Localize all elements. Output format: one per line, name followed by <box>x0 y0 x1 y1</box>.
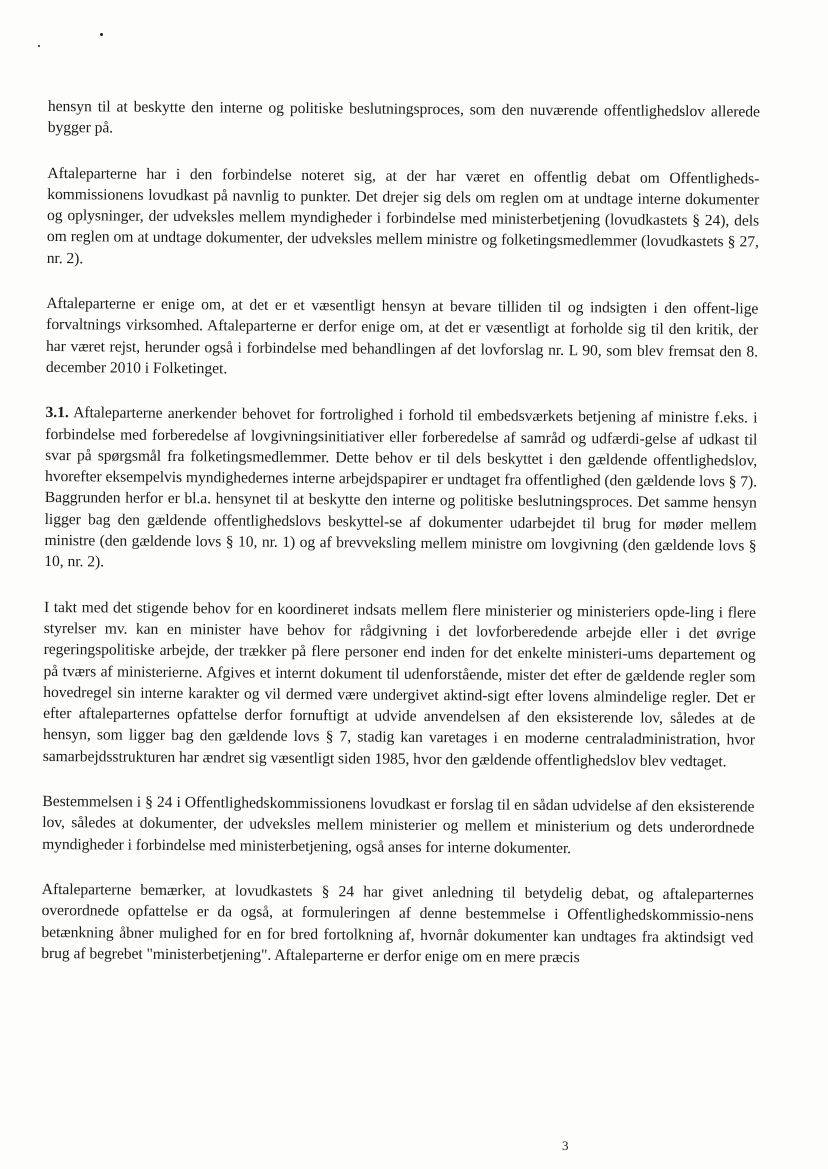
paragraph: Bestemmelsen i § 24 i Offentlighedskommissionens lovudkast er forslag til en sådan udvidelse af den eksisterende lov, således at dokumenter, der udveksles mellem ministerier og mellem et ministerium og dets underordnede myndigheder i forbindelse med ministerbetjening, også anses for interne dokumenter. <box>42 792 755 857</box>
paragraph: Aftaleparterne har i den forbindelse noteret sig, at der har været en offentlig debat om Offentligheds-kommissionens lovudkast på navnlig to punkter. Det drejer sig dels om reglen om at undtage interne dokumenter og oplysninger, der udveksles mellem myndigheder i forbindelse med ministerbetjening (lovudkastets § 24), dels om reglen om at undtage dokumenter, der udveksles mellem ministre og folketingsmedlemmer (lovudkastets § 27, nr. 2). <box>46 164 760 268</box>
paragraph-section-3-1 <box>44 402 757 578</box>
paragraph: Aftaleparterne bemærker, at lovudkastets § 24 har givet anledning til betydelig debat, og aftaleparternes overordnede opfattelse er da også, at formuleringen af denne bestemmelse i Offentlighedskommissio-nens betænkning åbner mulighed for en for bred fortolkning af, hvornår dokumenter kan undtages fra aktindsigt ved brug af begrebet "ministerbetjening". Aftaleparterne er derfor enige om en mere præcis <box>41 880 754 966</box>
paragraph: Aftaleparterne er enige om, at det er et væsentligt hensyn at bevare tilliden til og indsigten i den offent-lige forvaltnings virksomhed. Aftaleparterne er derfor enige om, at det er væsentligt at forholde sig til den kritik, der har været rejst, herunder også i forbindelse med behandlingen af det lovforslag nr. L 90, som blev fremsat den 8. december 2010 i Folketinget. <box>45 295 759 378</box>
paragraph: I takt med det stigende behov for en koordineret indsats mellem flere ministerier og ministeriers opde-ling i flere styrelser mv. kan en minister have behov for rådgivning i det lovforberedende arbejde eller i det øvrige regeringspolitiske arbejde, der trækker på flere personer end inden for det enkelte ministeri-ums departement og på tværs af ministerierne. Afgives et internt dokument til udenforstående, mister det efter de gældende regler som hovedregel sin interne karakter og vil dermed være undergivet aktind-sigt efter lovens almindelige regler. Det er efter aftaleparternes opfattelse derfor fornuftigt at udvide anvendelsen af den eksisterende lov, således at de hensyn, som ligger bag den gældende lovs § 7, stadig kan varetages i en moderne centraladministration, hvor samarbejdsstrukturen har ændret sig væsentligt siden 1985, hvor den gældende offentlighedslov blev vedtaget. <box>42 598 757 771</box>
paragraph-text: Aftaleparterne anerkender behovet for fortrolighed i forhold til embedsværkets betjening af ministre f.eks. i forbindelse med forberedelse af lovgivningsinitiativer eller forberedelse af samråd og udfærdi-gelse af udkast til svar på spørgsmål fra folketingsmedlemmer. Dette behov er til dels beskyttet i den gældende offentlighedslov, hvorefter eksempelvis myndighedernes interne arbejdspapirer er undtaget fra offentlighed (den gældende lovs § 7). Baggrunden herfor er bl.a. hensynet til at beskytte den interne og politiske beslutningsproces. Det samme hensyn ligger bag den gældende offentlighedslovs beskyttel-se af dokumenter udarbejdet til brug for møder mellem ministre (den gældende lovs § 10, nr. 1) og af brevveksling mellem ministre om lovgivning (den gældende lovs § 10, nr. 2). <box>44 404 758 571</box>
scan-speck <box>38 45 40 47</box>
paragraph: hensyn til at beskytte den interne og politiske beslutningsproces, som den nuværende offentlighedslov allerede bygger på. <box>47 97 760 137</box>
page-number: 3 <box>562 1138 569 1153</box>
body-text <box>41 96 760 970</box>
section-number: 3.1. <box>45 404 69 422</box>
scan-speck <box>100 33 103 36</box>
